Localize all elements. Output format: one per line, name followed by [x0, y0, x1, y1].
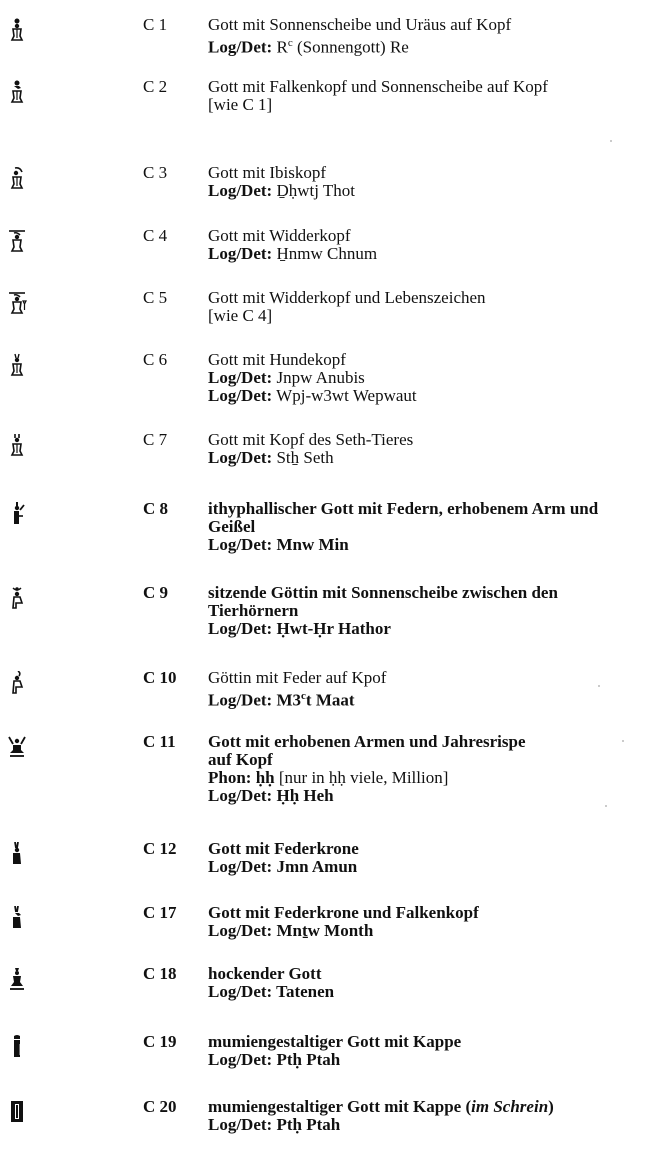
sign-description-text: ithyphallischer Gott mit Federn, erhobenem Arm und Geißel [208, 499, 599, 536]
god-feather-crown-falcon-icon [6, 906, 28, 930]
sign-description [208, 965, 608, 1001]
seated-goddess-horns-disk-icon [6, 586, 28, 610]
transliteration: Mnw [276, 535, 315, 554]
sign-description-text: sitzende Göttin mit Sonnenscheibe zwischen den Tierhörnern [208, 583, 558, 620]
sign-code: C 7 [143, 430, 168, 449]
reading-label: Log/Det: [208, 181, 273, 200]
reading-gloss: Ptah [301, 1050, 341, 1069]
reading-label: Log/Det: [208, 448, 273, 467]
transliteration: M3 [276, 690, 302, 710]
reading-line [208, 536, 608, 554]
reading-line [208, 245, 608, 263]
sign-code: C 19 [143, 1032, 177, 1051]
reading-gloss: Wepwaut [348, 386, 417, 405]
sign-description-text: Gott mit Hundekopf [208, 350, 346, 369]
speck [622, 740, 624, 742]
reading-line [208, 769, 548, 787]
reading-gloss: Thot [318, 181, 356, 200]
transliteration: Ḥḥ [276, 786, 300, 805]
sign-description [208, 904, 608, 940]
sign-description-text: Göttin mit Feder auf Kpof [208, 668, 387, 687]
reading-label: Log/Det: [208, 535, 273, 554]
reading-gloss: Chnum [322, 244, 378, 263]
reading-line [208, 1116, 568, 1134]
sign-code: C 4 [143, 226, 168, 245]
reading-label: Log/Det: [208, 690, 273, 710]
reading-gloss: Heh [299, 786, 334, 805]
transliteration: R [276, 37, 288, 57]
speck [598, 685, 600, 687]
reading-gloss: Hathor [333, 619, 391, 638]
god-ram-head-icon [6, 229, 28, 253]
sign-code: C 2 [143, 77, 168, 96]
sign-description-text [208, 1098, 568, 1116]
sign-description-text: Gott mit Federkrone und Falkenkopf [208, 903, 479, 922]
god-raised-arms-icon [6, 735, 28, 759]
reading-line [208, 620, 613, 638]
sign-description-text: Gott mit Ibiskopf [208, 163, 327, 182]
transliteration: Ptḥ [276, 1050, 302, 1069]
reading-gloss: Anubis [312, 368, 365, 387]
squatting-god-icon [6, 967, 28, 991]
sign-code: C 8 [143, 499, 169, 518]
sign-description-text: hockender Gott [208, 964, 322, 983]
reading-label: Log/Det: [208, 368, 273, 387]
sign-description [208, 840, 608, 876]
god-seth-animal-head-icon [6, 433, 28, 457]
god-ibis-head-icon [6, 166, 28, 190]
ithyphallic-god-icon [6, 502, 28, 526]
sign-description-text: Gott mit erhobenen Armen und Jahresrispe auf Kopf [208, 732, 526, 769]
sign-description [208, 584, 613, 638]
sign-code: C 11 [143, 732, 176, 751]
reading-line [208, 34, 608, 57]
sign-code: C 20 [143, 1097, 177, 1116]
transliteration: Jmn [276, 857, 309, 876]
sign-description-text: Gott mit Kopf des Seth-Tieres [208, 430, 414, 449]
reading-label: Log/Det: [208, 244, 273, 263]
sign-description-text: Gott mit Federkrone [208, 839, 359, 858]
god-ram-head-ankh-icon [6, 291, 28, 315]
sign-description-main: mumiengestaltiger Gott mit Kappe ( [208, 1097, 472, 1116]
god-sun-disk-uraeus-icon [6, 18, 28, 42]
reading-gloss: Ptah [301, 1115, 341, 1134]
sign-code: C 6 [143, 350, 168, 369]
sign-description [208, 1033, 608, 1069]
transliteration: Wpj-w3wt [276, 386, 349, 405]
reading-line: [wie C 1] [208, 95, 273, 114]
reading-label: Log/Det: [208, 982, 273, 1001]
reading-line [208, 369, 608, 387]
sign-description [208, 733, 548, 805]
reading-gloss: (Sonnengott) Re [292, 37, 409, 57]
transliteration-superscript: c [287, 37, 293, 49]
sign-code: C 9 [143, 583, 169, 602]
reading-line [208, 1051, 608, 1069]
sign-description [208, 289, 608, 325]
reading-line [208, 983, 608, 1001]
speck [605, 805, 607, 807]
reading-label: Log/Det: [208, 1115, 273, 1134]
reading-line [208, 182, 608, 200]
reading-label: Log/Det: [208, 386, 273, 405]
reading-gloss: Maat [311, 690, 355, 710]
sign-description [208, 500, 608, 554]
transliteration: Ptḥ [276, 1115, 302, 1134]
sign-description [208, 78, 598, 114]
reading-line [208, 449, 608, 467]
mummiform-god-shrine-icon [6, 1100, 28, 1124]
sign-description-text: Gott mit Widderkopf [208, 226, 351, 245]
sign-code: C 17 [143, 903, 177, 922]
god-falcon-head-icon [6, 80, 28, 104]
transliteration: ḥḥ [255, 768, 275, 787]
sign-description-italic: im Schrein [471, 1097, 549, 1116]
sign-description [208, 1098, 568, 1134]
reading-gloss: Month [319, 921, 374, 940]
reading-gloss: Amun [308, 857, 358, 876]
sign-description-text: Gott mit Sonnenscheibe und Uräus auf Kopf [208, 15, 512, 34]
transliteration: Ḥwt-Ḥr [276, 619, 334, 638]
reading-gloss: Seth [299, 448, 334, 467]
god-dog-head-icon [6, 353, 28, 377]
transliteration-superscript: c [301, 690, 306, 702]
transliteration: Jnpw [276, 368, 313, 387]
sign-code: C 12 [143, 839, 177, 858]
sign-description [208, 227, 608, 263]
reading-label: Log/Det: [208, 619, 273, 638]
reading-line [208, 787, 548, 805]
sign-description [208, 351, 608, 405]
sign-description [208, 16, 608, 57]
sign-description [208, 164, 608, 200]
reading-line [208, 687, 608, 710]
sign-description-end: ) [548, 1097, 554, 1116]
transliteration: Stẖ [276, 448, 300, 467]
reading-line [208, 387, 608, 405]
goddess-feather-icon [6, 671, 28, 695]
speck [610, 140, 612, 142]
sign-description-text: Gott mit Falkenkopf und Sonnenscheibe auf Kopf [208, 77, 548, 96]
transliteration: H̱nmw [276, 244, 323, 263]
sign-description-text: mumiengestaltiger Gott mit Kappe [208, 1032, 462, 1051]
transliteration: t [305, 690, 312, 710]
transliteration: Ḏḥwtj [276, 181, 319, 200]
sign-description-text: Gott mit Widderkopf und Lebenszeichen [208, 288, 486, 307]
sign-code: C 3 [143, 163, 168, 182]
reading-gloss: [nur in ḥḥ viele, Million] [274, 768, 449, 787]
reading-label: Log/Det: [208, 1050, 273, 1069]
reading-line [208, 922, 608, 940]
god-feather-crown-icon [6, 842, 28, 866]
reading-gloss: Tatenen [276, 982, 335, 1001]
reading-label: Log/Det: [208, 786, 273, 805]
sign-code: C 5 [143, 288, 168, 307]
reading-label: Log/Det: [208, 37, 273, 57]
reading-gloss: Min [314, 535, 349, 554]
sign-code: C 10 [143, 668, 177, 687]
mummiform-god-cap-icon [6, 1035, 28, 1059]
reading-line: [wie C 4] [208, 306, 273, 325]
reading-line [208, 858, 608, 876]
sign-description [208, 431, 608, 467]
sign-description [208, 669, 608, 710]
sign-code: C 18 [143, 964, 177, 983]
reading-label: Log/Det: [208, 857, 273, 876]
reading-label: Phon: [208, 768, 252, 787]
reading-label: Log/Det: [208, 921, 273, 940]
sign-code: C 1 [143, 15, 168, 34]
transliteration: Mnṯw [276, 921, 320, 940]
